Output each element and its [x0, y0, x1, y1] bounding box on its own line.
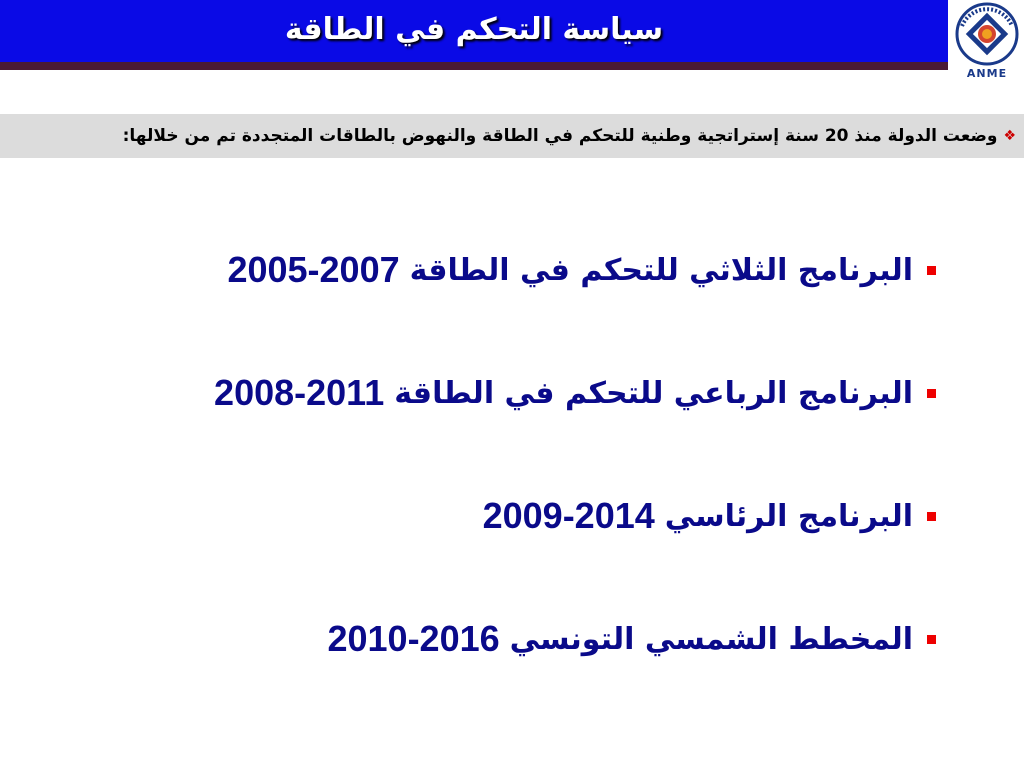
program-list — [76, 240, 936, 732]
program-name: البرنامج الرئاسي — [664, 498, 913, 534]
anme-logo — [950, 0, 1024, 94]
intro-text: وضعت الدولة منذ 20 سنة إستراتجية وطنية للتحكم في الطاقة والنهوض بالطاقات المتجددة تم من خلالها: — [122, 126, 998, 146]
intro-line — [0, 126, 1024, 146]
logo-label: ANME — [966, 67, 1008, 80]
program-years: 2010-2016 — [327, 618, 500, 659]
anme-logo-icon — [950, 0, 1024, 70]
list-item — [76, 240, 936, 300]
program-name: المخطط الشمسي التونسي — [509, 621, 913, 657]
program-name: البرنامج الرباعي للتحكم في الطاقة — [394, 375, 913, 411]
square-bullet-icon — [927, 266, 936, 275]
program-years: 2009-2014 — [482, 495, 655, 536]
list-item — [76, 363, 936, 423]
intro-band — [0, 114, 1024, 158]
list-item — [76, 486, 936, 546]
title-bar — [0, 0, 948, 70]
square-bullet-icon — [927, 635, 936, 644]
square-bullet-icon — [927, 389, 936, 398]
diamond-bullet-icon: ❖ — [1003, 128, 1016, 144]
program-years: 2008-2011 — [214, 372, 385, 413]
slide-title: سياسة التحكم في الطاقة — [284, 11, 664, 47]
square-bullet-icon — [927, 512, 936, 521]
program-name: البرنامج الثلاثي للتحكم في الطاقة — [409, 252, 913, 288]
program-years: 2005-2007 — [227, 249, 400, 290]
list-item — [76, 609, 936, 669]
